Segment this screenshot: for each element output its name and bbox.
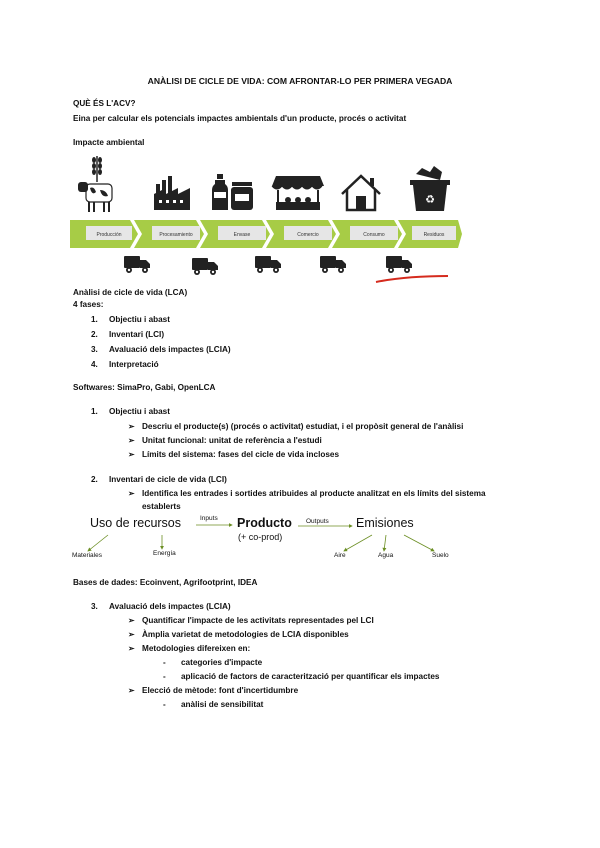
house-icon (342, 176, 380, 210)
lca-heading: Anàlisi de cicle de vida (LCA) (73, 288, 188, 297)
phases-label: 4 fases: (73, 300, 104, 309)
diagram-arrows (72, 513, 452, 565)
inventory-diagram (72, 513, 452, 565)
red-curve (376, 276, 448, 282)
phase-item: 2. Inventari (LCI) (91, 330, 165, 339)
section3-sub-bullet: - anàlisi de sensibilitat (163, 700, 264, 709)
svg-text:♻: ♻ (425, 194, 435, 206)
inputs-label: Inputs (200, 515, 218, 522)
factory-icon (154, 176, 190, 210)
section3-bullet: ➢ Elecció de mètode: font d'incertidumbre (128, 686, 299, 695)
energia-label: Energía (153, 550, 176, 557)
bottle-jar-icon (212, 174, 253, 210)
section2-heading: 2. Inventari de cicle de vida (LCI) (91, 475, 227, 484)
coprod-label: (+ co-prod) (238, 532, 283, 542)
agua-label: Agua (378, 552, 394, 559)
recycle-bin-icon (410, 166, 450, 211)
section3-bullet: ➢ Metodologies difereixen en: (128, 644, 251, 653)
materiales-label: Materiales (72, 552, 102, 559)
section2-bullet: ➢ Identifica les entrades i sortides atribuides al producte analitzat en els límits del sistema (128, 489, 486, 498)
uso-recursos-label: Uso de recursos (90, 516, 182, 530)
life-cycle-illustration (70, 152, 462, 284)
what-is-heading: QUÈ ÉS L'ACV? (73, 99, 136, 108)
stage-label-2: Procesamiento (159, 232, 193, 238)
stage-label-6: Residuos (423, 232, 445, 238)
page-title: ANÀLISI DE CICLE DE VIDA: COM AFRONTAR-LO PER PRIMERA VEGADA (147, 76, 453, 86)
aire-label: Aire (334, 552, 346, 559)
impact-heading: Impacte ambiental (73, 138, 145, 147)
section1-heading: 1. Objectiu i abast (91, 407, 170, 416)
emisiones-label: Emisiones (356, 516, 414, 530)
stage-label-1: Producción (96, 232, 122, 238)
phase-item: 3. Avaluació dels impactes (LCIA) (91, 345, 231, 354)
phase-item: 1. Objectiu i abast (91, 315, 170, 324)
phase-item: 4. Interpretació (91, 360, 159, 369)
producto-label: Producto (237, 516, 292, 530)
stage-label-4: Comercio (297, 232, 319, 238)
cow-wheat-icon (78, 156, 112, 212)
outputs-label: Outputs (306, 518, 329, 525)
section3-bullet: ➢ Àmplia varietat de metodologies de LCIA disponibles (128, 630, 349, 639)
suelo-label: Suelo (432, 552, 449, 559)
section1-bullet: ➢ Descriu el producte(s) (procés o activitat) estudiat, i el propòsit general de l'anàlisi (128, 422, 464, 431)
stage-label-5: Consumo (363, 232, 385, 238)
section1-bullet: ➢ Límits del sistema: fases del cicle de vida incloses (128, 450, 340, 459)
truck-icons (124, 256, 412, 275)
section3-bullet: ➢ Quantificar l'impacte de les activitats representades pel LCI (128, 616, 374, 625)
section3-sub-bullet: - categories d'impacte (163, 658, 263, 667)
softwares-text: Softwares: SimaPro, Gabi, OpenLCA (73, 383, 216, 392)
section2-bullet-cont: establerts (142, 502, 181, 511)
databases-text: Bases de dades: Ecoinvent, Agrifootprint, IDEA (73, 578, 258, 587)
stage-label-3: Envase (233, 232, 251, 238)
definition-text: Eina per calcular els potencials impactes ambientals d'un producte, procés o activitat (73, 114, 407, 123)
section3-sub-bullet: - aplicació de factors de caracterització per quantificar els impactes (163, 672, 440, 681)
section1-bullet: ➢ Unitat funcional: unitat de referència a l'estudi (128, 436, 322, 445)
section3-heading: 3. Avaluació dels impactes (LCIA) (91, 602, 231, 611)
market-stall-icon (272, 176, 324, 210)
